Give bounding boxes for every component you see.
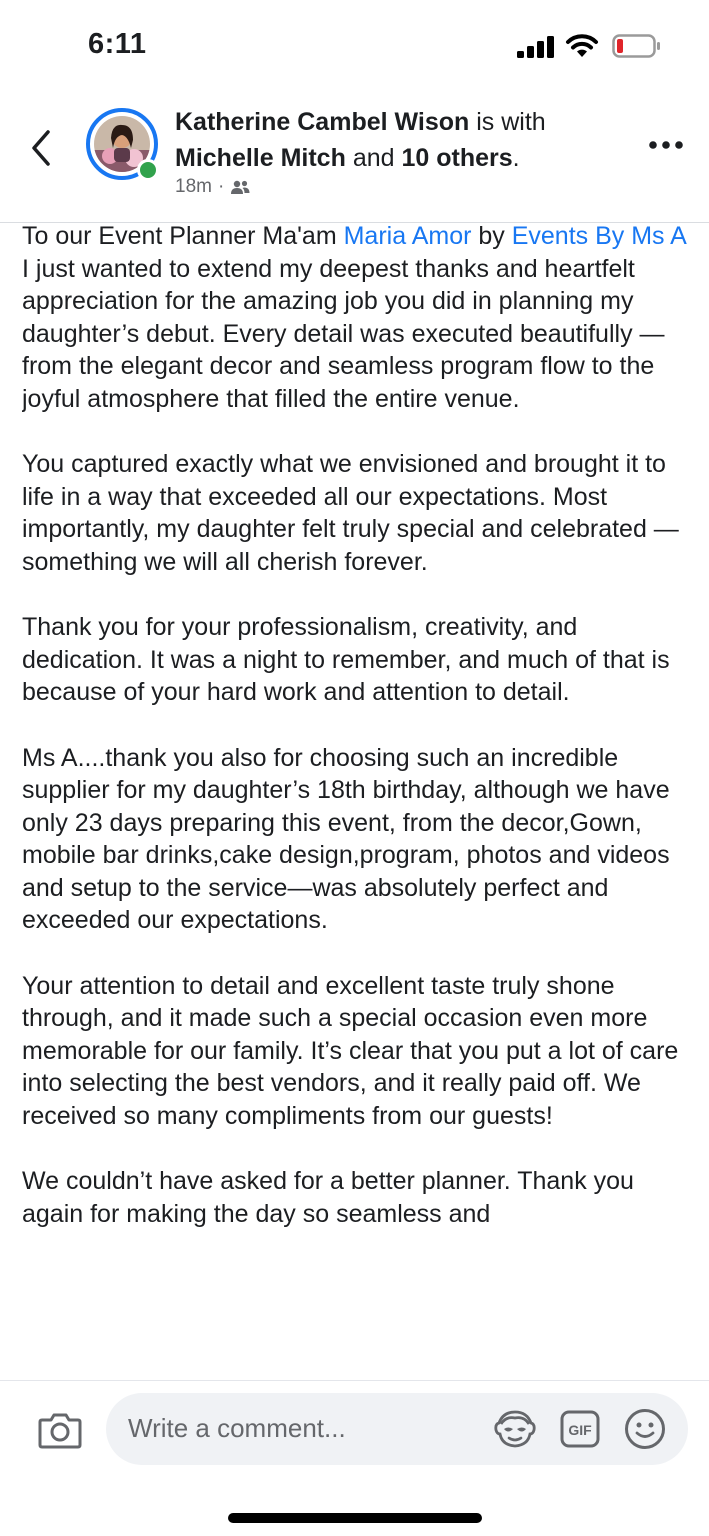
paragraph-1-rest: I just wanted to extend my deepest thanks and heartfelt appreciation for the amazing job you did in planning my daughter’s debut. Every detail was executed beautifully — from the elegant decor and seamless program flow to the joyful atmosphere that filled the entire venue. xyxy=(22,254,665,413)
post-time[interactable]: 18m xyxy=(175,176,212,197)
battery-low-icon xyxy=(612,34,662,58)
post-paragraph-6: We couldn’t have asked for a better planner. Thank you again for making the day so seamless and xyxy=(22,1167,634,1228)
post-meta xyxy=(175,176,250,198)
author-name[interactable]: Katherine Cambel Wison xyxy=(175,108,470,136)
author-avatar[interactable] xyxy=(86,108,158,180)
post-author-line xyxy=(175,104,615,176)
gif-icon[interactable] xyxy=(560,1410,600,1448)
post-paragraph-3: Thank you for your professionalism, creativity, and dedication. It was a night to remember, and much of that is because of your hard work and attention to detail. xyxy=(22,613,670,707)
wifi-icon xyxy=(565,33,599,59)
signal-icon xyxy=(517,36,557,58)
status-bar xyxy=(0,0,709,90)
comment-placeholder: Write a comment... xyxy=(128,1413,346,1443)
tagged-others[interactable]: 10 others xyxy=(401,144,513,172)
by-text: by xyxy=(471,222,512,250)
online-status-dot xyxy=(137,159,159,181)
post-paragraph-4: Ms A....thank you also for choosing such an incredible supplier for my daughter’s 18th birthday, although we have only 23 days preparing this event, from the decor,Gown, mobile bar drinks,cake design,program, photos and videos and setup to the service—was absolutely perfect and exceeded our expectations. xyxy=(22,743,670,935)
status-time: 6:11 xyxy=(88,28,147,60)
post-paragraph-5: Your attention to detail and excellent taste truly shone through, and it made such a special occasion even more memorable for our family. It’s clear that you put a lot of care into selecting the best vendors, and it really paid off. We received so many compliments from our guests! xyxy=(22,971,679,1131)
tagged-person[interactable]: Michelle Mitch xyxy=(175,144,346,172)
post-paragraph-2: You captured exactly what we envisioned and brought it to life in a way that exceeded all our expectations. Most importantly, my daughter felt truly special and celebrated — something we will all cherish forever. xyxy=(22,450,679,576)
comment-input[interactable] xyxy=(106,1393,688,1465)
post-paragraph-1 xyxy=(22,220,694,416)
camera-icon[interactable] xyxy=(38,1411,82,1449)
avatar-sticker-icon[interactable] xyxy=(494,1409,536,1449)
post-body xyxy=(22,220,694,1380)
home-indicator[interactable] xyxy=(228,1513,482,1523)
mention-maria-amor[interactable]: Maria Amor xyxy=(343,222,472,250)
friends-icon[interactable] xyxy=(230,179,250,195)
with-text: is with xyxy=(469,108,546,136)
post-header xyxy=(0,90,709,222)
meta-separator: · xyxy=(217,176,225,197)
intro-text: To our Event Planner Ma'am xyxy=(22,222,344,250)
back-arrow-icon[interactable] xyxy=(28,128,54,168)
comment-bar xyxy=(0,1380,709,1536)
emoji-icon[interactable] xyxy=(624,1408,666,1450)
period: . xyxy=(512,144,520,172)
gif-label: GIF xyxy=(568,1422,592,1438)
mention-events-by-ms-a[interactable]: Events By Ms A xyxy=(511,222,686,250)
more-options-icon[interactable] xyxy=(648,140,684,150)
and-text: and xyxy=(345,144,402,172)
